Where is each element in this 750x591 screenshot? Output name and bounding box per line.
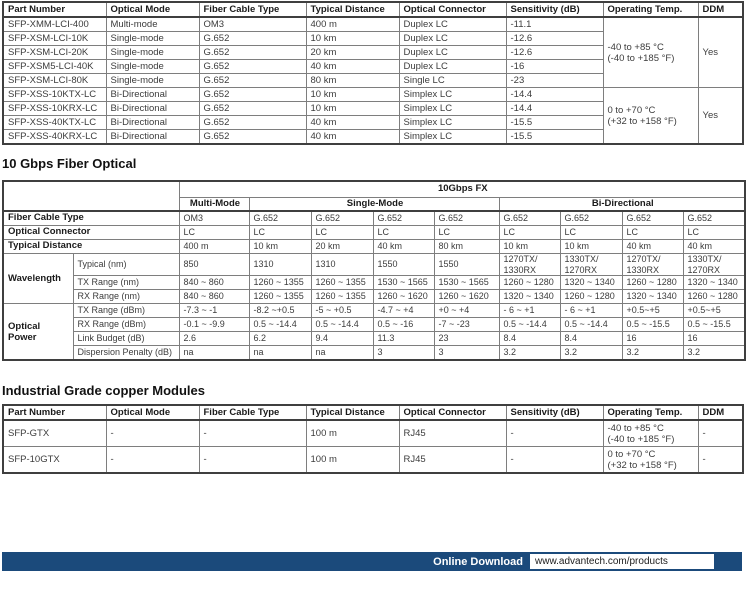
value-cell: 10 km [560,240,622,254]
part-number-cell: SFP-XSM-LCI-20K [3,46,106,60]
value-cell: 0.5 ~ -14.4 [311,318,373,332]
group-label-cell: Optical Power [3,304,73,361]
sub-label-cell: Dispersion Penalty (dB) [73,346,179,361]
table-row [3,254,745,276]
cell: Single LC [399,74,506,88]
cell: 40 km [306,130,399,145]
value-cell: G.652 [499,211,560,226]
cell: Simplex LC [399,88,506,102]
cell: -15.5 [506,130,603,145]
cell: Simplex LC [399,102,506,116]
part-number-cell: SFP-GTX [3,420,106,447]
value-cell: 80 km [434,240,499,254]
table-row [3,346,745,361]
value-cell: -5 ~ +0.5 [311,304,373,318]
value-cell: 20 km [311,240,373,254]
sub-label-cell: RX Range (nm) [73,290,179,304]
cell: -23 [506,74,603,88]
value-cell: 10 km [249,240,311,254]
value-cell: 1260 ~ 1280 [683,290,745,304]
value-cell: 1260 ~ 1280 [622,276,683,290]
column-header: Operating Temp. [603,405,698,420]
value-cell: 8.4 [560,332,622,346]
cell: - [506,447,603,474]
table-row [3,88,743,102]
column-header: Sensitivity (dB) [506,2,603,17]
value-cell: 1310 [311,254,373,276]
cell: Duplex LC [399,17,506,32]
value-cell: 1320 ~ 1340 [560,276,622,290]
column-header: Typical Distance [306,2,399,17]
header-row [3,405,743,420]
value-cell: G.652 [683,211,745,226]
table-row [3,290,745,304]
value-cell: 2.6 [179,332,249,346]
cell: Single-mode [106,32,199,46]
value-cell: 0.5 ~ -14.4 [560,318,622,332]
cell: -12.6 [506,32,603,46]
column-header: Sensitivity (dB) [506,405,603,420]
column-header: Optical Mode [106,405,199,420]
value-cell: 1320 ~ 1340 [622,290,683,304]
value-cell: 0.5 ~ -14.4 [249,318,311,332]
part-number-cell: SFP-XSS-10KRX-LC [3,102,106,116]
copper-module-table [2,404,744,474]
cell: OM3 [199,17,306,32]
value-cell: 1260 ~ 1355 [311,276,373,290]
table-body [3,420,743,473]
cell: -16 [506,60,603,74]
value-cell: 1260 ~ 1620 [434,290,499,304]
value-cell: 1260 ~ 1355 [311,290,373,304]
part-number-cell: SFP-XSM5-LCI-40K [3,60,106,74]
value-cell: -8.2 ~+0.5 [249,304,311,318]
value-cell: 40 km [683,240,745,254]
value-cell: 0.5 ~ -15.5 [683,318,745,332]
value-cell: 1260 ~ 1355 [249,290,311,304]
cell: 10 km [306,102,399,116]
download-url[interactable]: www.advantech.com/products [535,556,668,567]
value-cell: G.652 [622,211,683,226]
ddm-cell: - [698,420,743,447]
sfp-fiber-module-table [2,1,744,145]
cell: -14.4 [506,102,603,116]
section-title-10gbps-fiber-optical: 10 Gbps Fiber Optical [2,156,137,171]
value-cell: OM3 [179,211,249,226]
value-cell: 40 km [622,240,683,254]
table-head [3,2,743,17]
sub-label-cell: Typical (nm) [73,254,179,276]
cell: Duplex LC [399,46,506,60]
part-number-cell: SFP-XSS-10KTX-LC [3,88,106,102]
operating-temp-cell: -40 to +85 °C (-40 to +185 °F) [603,420,698,447]
ddm-cell: Yes [698,17,743,88]
cell: RJ45 [399,420,506,447]
value-cell: 11.3 [373,332,434,346]
row-label-cell: Fiber Cable Type [3,211,179,226]
value-cell: 1260 ~ 1620 [373,290,434,304]
header-row [3,2,743,17]
cell: G.652 [199,74,306,88]
mode-header-cell: Bi-Directional [499,198,745,212]
sub-label-cell: Link Budget (dB) [73,332,179,346]
cell: G.652 [199,32,306,46]
value-cell: na [311,346,373,361]
value-cell: LC [560,226,622,240]
corner-cell [3,181,179,211]
value-cell: G.652 [434,211,499,226]
mode-header-cell: Single-Mode [249,198,499,212]
cell: 10 km [306,88,399,102]
table-body [3,17,743,144]
value-cell: LC [249,226,311,240]
cell: 400 m [306,17,399,32]
cell: Single-mode [106,60,199,74]
cell: G.652 [199,88,306,102]
mode-header-cell: Multi-Mode [179,198,249,212]
value-cell: 0.5 ~ -15.5 [622,318,683,332]
row-label-cell: Optical Connector [3,226,179,240]
value-cell: 1260 ~ 1280 [499,276,560,290]
value-cell: 3 [434,346,499,361]
value-cell: 23 [434,332,499,346]
online-download-label: Online Download [433,555,523,568]
cell: 10 km [306,32,399,46]
cell: - [199,420,306,447]
value-cell: LC [311,226,373,240]
cell: - [106,420,199,447]
cell: -11.1 [506,17,603,32]
ddm-cell: - [698,447,743,474]
cell: G.652 [199,130,306,145]
column-header: DDM [698,2,743,17]
ddm-cell: Yes [698,88,743,145]
cell: - [199,447,306,474]
part-number-cell: SFP-10GTX [3,447,106,474]
value-cell: LC [434,226,499,240]
value-cell: 1550 [373,254,434,276]
cell: G.652 [199,116,306,130]
cell: Bi-Directional [106,130,199,145]
table-body [3,181,745,360]
footer-bar [2,552,742,571]
table-row [3,447,743,474]
column-header: Operating Temp. [603,2,698,17]
value-cell: 3.2 [560,346,622,361]
table-row [3,211,745,226]
value-cell: 1330TX/ 1270RX [560,254,622,276]
value-cell: 1260 ~ 1355 [249,276,311,290]
table-row [3,240,745,254]
value-cell: 1270TX/ 1330RX [499,254,560,276]
cell: 40 km [306,60,399,74]
cell: Bi-Directional [106,116,199,130]
value-cell: LC [373,226,434,240]
sub-label-cell: TX Range (nm) [73,276,179,290]
operating-temp-cell: 0 to +70 °C (+32 to +158 °F) [603,88,698,145]
fiber-optical-spec-table [2,180,746,361]
value-cell: 840 ~ 860 [179,290,249,304]
cell: 40 km [306,116,399,130]
value-cell: LC [622,226,683,240]
cell: - [506,420,603,447]
column-header: Fiber Cable Type [199,2,306,17]
value-cell: +0 ~ +4 [434,304,499,318]
column-header: Part Number [3,2,106,17]
value-cell: 1330TX/ 1270RX [683,254,745,276]
cell: Simplex LC [399,130,506,145]
cell: Duplex LC [399,60,506,74]
row-label-cell: Typical Distance [3,240,179,254]
column-header: DDM [698,405,743,420]
value-cell: G.652 [373,211,434,226]
table-row [3,226,745,240]
table-row [3,17,743,32]
operating-temp-cell: 0 to +70 °C (+32 to +158 °F) [603,447,698,474]
value-cell: LC [179,226,249,240]
value-cell: 1550 [434,254,499,276]
value-cell: 840 ~ 860 [179,276,249,290]
value-cell: 0.5 ~ -14.4 [499,318,560,332]
value-cell: 0.5 ~ -16 [373,318,434,332]
cell: -15.5 [506,116,603,130]
cell: -14.4 [506,88,603,102]
cell: 100 m [306,420,399,447]
value-cell: - 6 ~ +1 [499,304,560,318]
column-header: Optical Connector [399,405,506,420]
value-cell: G.652 [560,211,622,226]
table-row [3,276,745,290]
value-cell: 1260 ~ 1280 [560,290,622,304]
value-cell: G.652 [311,211,373,226]
operating-temp-cell: -40 to +85 °C (-40 to +185 °F) [603,17,698,88]
table-row [3,304,745,318]
value-cell: 1320 ~ 1340 [499,290,560,304]
download-url-box[interactable] [530,554,714,569]
value-cell: 1530 ~ 1565 [373,276,434,290]
span-header-cell: 10Gbps FX [179,181,745,198]
cell: Bi-Directional [106,88,199,102]
cell: G.652 [199,60,306,74]
section-title-industrial-copper-modules: Industrial Grade copper Modules [2,383,205,398]
cell: - [106,447,199,474]
cell: RJ45 [399,447,506,474]
value-cell: - 6 ~ +1 [560,304,622,318]
value-cell: 400 m [179,240,249,254]
value-cell: LC [683,226,745,240]
value-cell: G.652 [249,211,311,226]
column-header: Typical Distance [306,405,399,420]
value-cell: na [179,346,249,361]
part-number-cell: SFP-XSM-LCI-80K [3,74,106,88]
value-cell: 40 km [373,240,434,254]
value-cell: 3.2 [499,346,560,361]
cell: Bi-Directional [106,102,199,116]
value-cell: 3 [373,346,434,361]
value-cell: -7.3 ~ -1 [179,304,249,318]
cell: 100 m [306,447,399,474]
cell: 80 km [306,74,399,88]
value-cell: 6.2 [249,332,311,346]
value-cell: na [249,346,311,361]
cell: 20 km [306,46,399,60]
value-cell: 9.4 [311,332,373,346]
cell: Single-mode [106,46,199,60]
table-row [3,420,743,447]
column-header: Optical Mode [106,2,199,17]
value-cell: LC [499,226,560,240]
value-cell: 16 [683,332,745,346]
cell: Single-mode [106,74,199,88]
value-cell: -0.1 ~ -9.9 [179,318,249,332]
group-label-cell: Wavelength [3,254,73,304]
value-cell: +0.5~+5 [683,304,745,318]
cell: Simplex LC [399,116,506,130]
cell: Duplex LC [399,32,506,46]
column-header: Optical Connector [399,2,506,17]
value-cell: 1270TX/ 1330RX [622,254,683,276]
table-row [3,332,745,346]
column-header: Fiber Cable Type [199,405,306,420]
sub-label-cell: RX Range (dBm) [73,318,179,332]
value-cell: 1310 [249,254,311,276]
part-number-cell: SFP-XMM-LCI-400 [3,17,106,32]
value-cell: 850 [179,254,249,276]
part-number-cell: SFP-XSS-40KRX-LC [3,130,106,145]
table-row [3,318,745,332]
header-row [3,181,745,198]
value-cell: -4.7 ~ +4 [373,304,434,318]
cell: G.652 [199,46,306,60]
value-cell: 10 km [499,240,560,254]
part-number-cell: SFP-XSS-40KTX-LC [3,116,106,130]
value-cell: -7 ~ -23 [434,318,499,332]
part-number-cell: SFP-XSM-LCI-10K [3,32,106,46]
value-cell: 1530 ~ 1565 [434,276,499,290]
column-header: Part Number [3,405,106,420]
table-head [3,405,743,420]
value-cell: 3.2 [683,346,745,361]
value-cell: 3.2 [622,346,683,361]
value-cell: 8.4 [499,332,560,346]
value-cell: 16 [622,332,683,346]
cell: Multi-mode [106,17,199,32]
value-cell: +0.5~+5 [622,304,683,318]
sub-label-cell: TX Range (dBm) [73,304,179,318]
cell: -12.6 [506,46,603,60]
cell: G.652 [199,102,306,116]
value-cell: 1320 ~ 1340 [683,276,745,290]
